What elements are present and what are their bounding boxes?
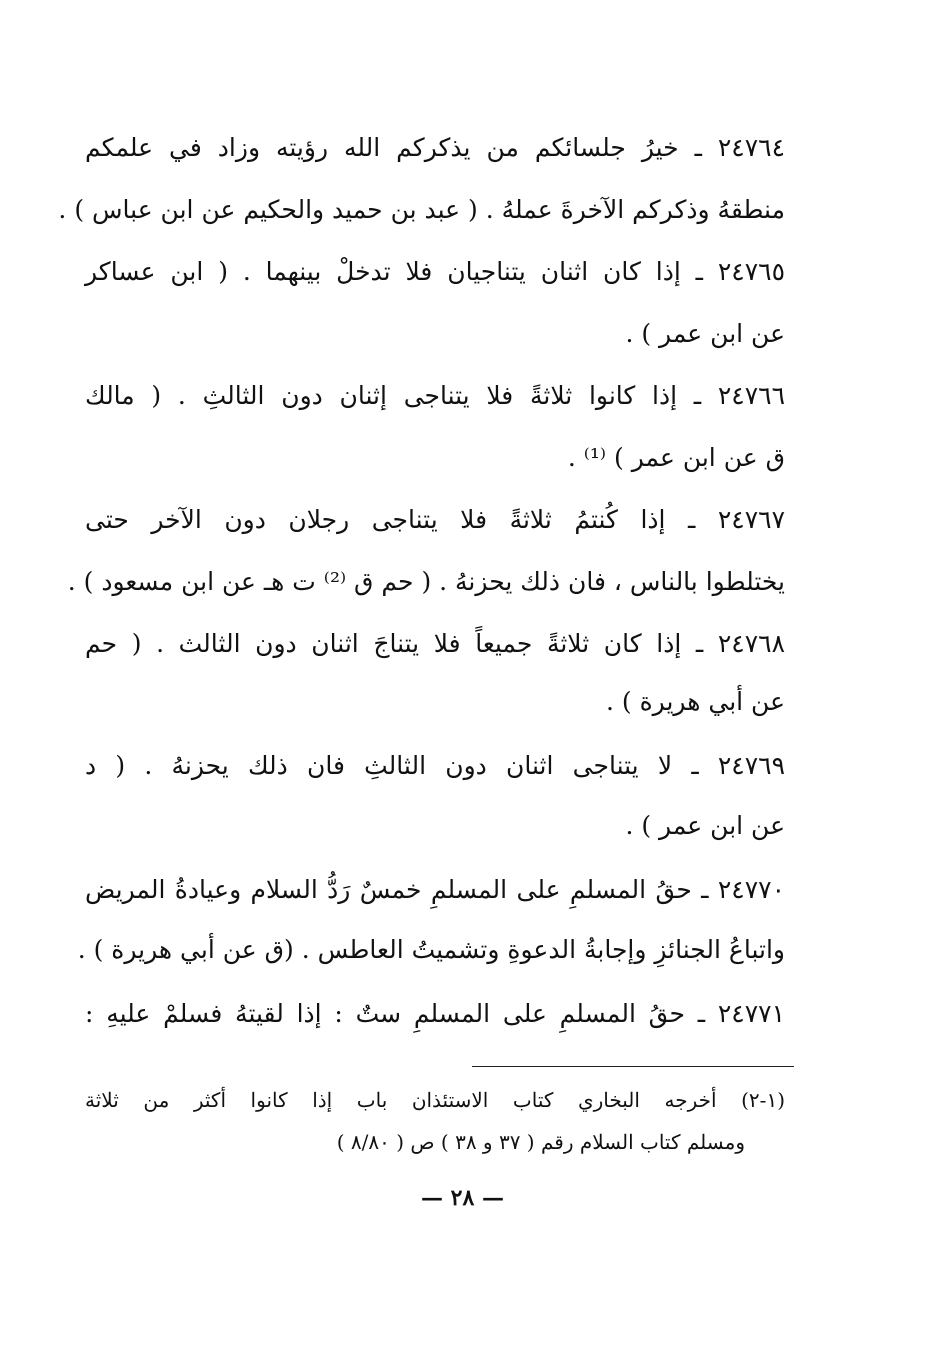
entry-24768-line-1: ٢٤٧٦٨ ـ إذا كان ثلاثةً جميعاً فلا يتناجَ اثنان دون الثالث . ( حم xyxy=(85,629,785,658)
footnote-line-2: ومسلم كتاب السلام رقم ( ٣٧ و ٣٨ ) ص ( ٨/٨٠ ) xyxy=(336,1130,745,1154)
page-number: — ٢٨ — xyxy=(421,1185,504,1211)
entry-24770-line-1: ٢٤٧٧٠ ـ حقُ المسلمِ على المسلمِ خمسٌ رَدُّ السلام وعيادةُ المريض xyxy=(85,875,785,904)
entry-24768-line-2: عن أبي هريرة ) . xyxy=(605,687,785,716)
entry-24765-line-1: ٢٤٧٦٥ ـ إذا كان اثنان يتناجيان فلا تدخلْ بينهما . ( ابن عساكر xyxy=(85,257,785,286)
entry-24766-line-2: ق عن ابن عمر ) ⁽¹⁾ . xyxy=(567,443,785,472)
entry-24767-line-2: يختلطوا بالناس ، فان ذلك يحزنهُ . ( حم ق ⁽²⁾ ت هـ عن ابن مسعود ) . xyxy=(67,567,785,596)
footnote-divider xyxy=(472,1066,794,1067)
entry-24767-line-1: ٢٤٧٦٧ ـ إذا كُنتمُ ثلاثةً فلا يتناجى رجلان دون الآخر حتى xyxy=(85,505,785,534)
footnote-line-1: (١-٢) أخرجه البخاري كتاب الاستئذان باب إذا كانوا أكثر من ثلاثة xyxy=(85,1088,785,1112)
entry-24770-line-2: واتباعُ الجنائزِ وإجابةُ الدعوةِ وتشميتُ العاطس . (ق عن أبي هريرة ) . xyxy=(77,935,785,964)
entry-24771-line-1: ٢٤٧٧١ ـ حقُ المسلمِ على المسلمِ ستٌ : إذا لقيتهُ فسلمْ عليهِ : xyxy=(85,999,785,1028)
entry-24764-line-2: منطقهُ وذكركم الآخرةَ عملهُ . ( عبد بن حميد والحكيم عن ابن عباس ) . xyxy=(58,195,785,224)
entry-24769-line-1: ٢٤٧٦٩ ـ لا يتناجى اثنان دون الثالثِ فان ذلك يحزنهُ . ( د xyxy=(85,751,785,780)
entry-24769-line-2: عن ابن عمر ) . xyxy=(625,811,785,840)
entry-24765-line-2: عن ابن عمر ) . xyxy=(625,319,785,348)
entry-24764-line-1: ٢٤٧٦٤ ـ خيرُ جلسائكم من يذكركم الله رؤيته وزاد في علمكم xyxy=(85,133,785,162)
entry-24766-line-1: ٢٤٧٦٦ ـ إذا كانوا ثلاثةً فلا يتناجى إثنان دون الثالثِ . ( مالك xyxy=(85,381,785,410)
